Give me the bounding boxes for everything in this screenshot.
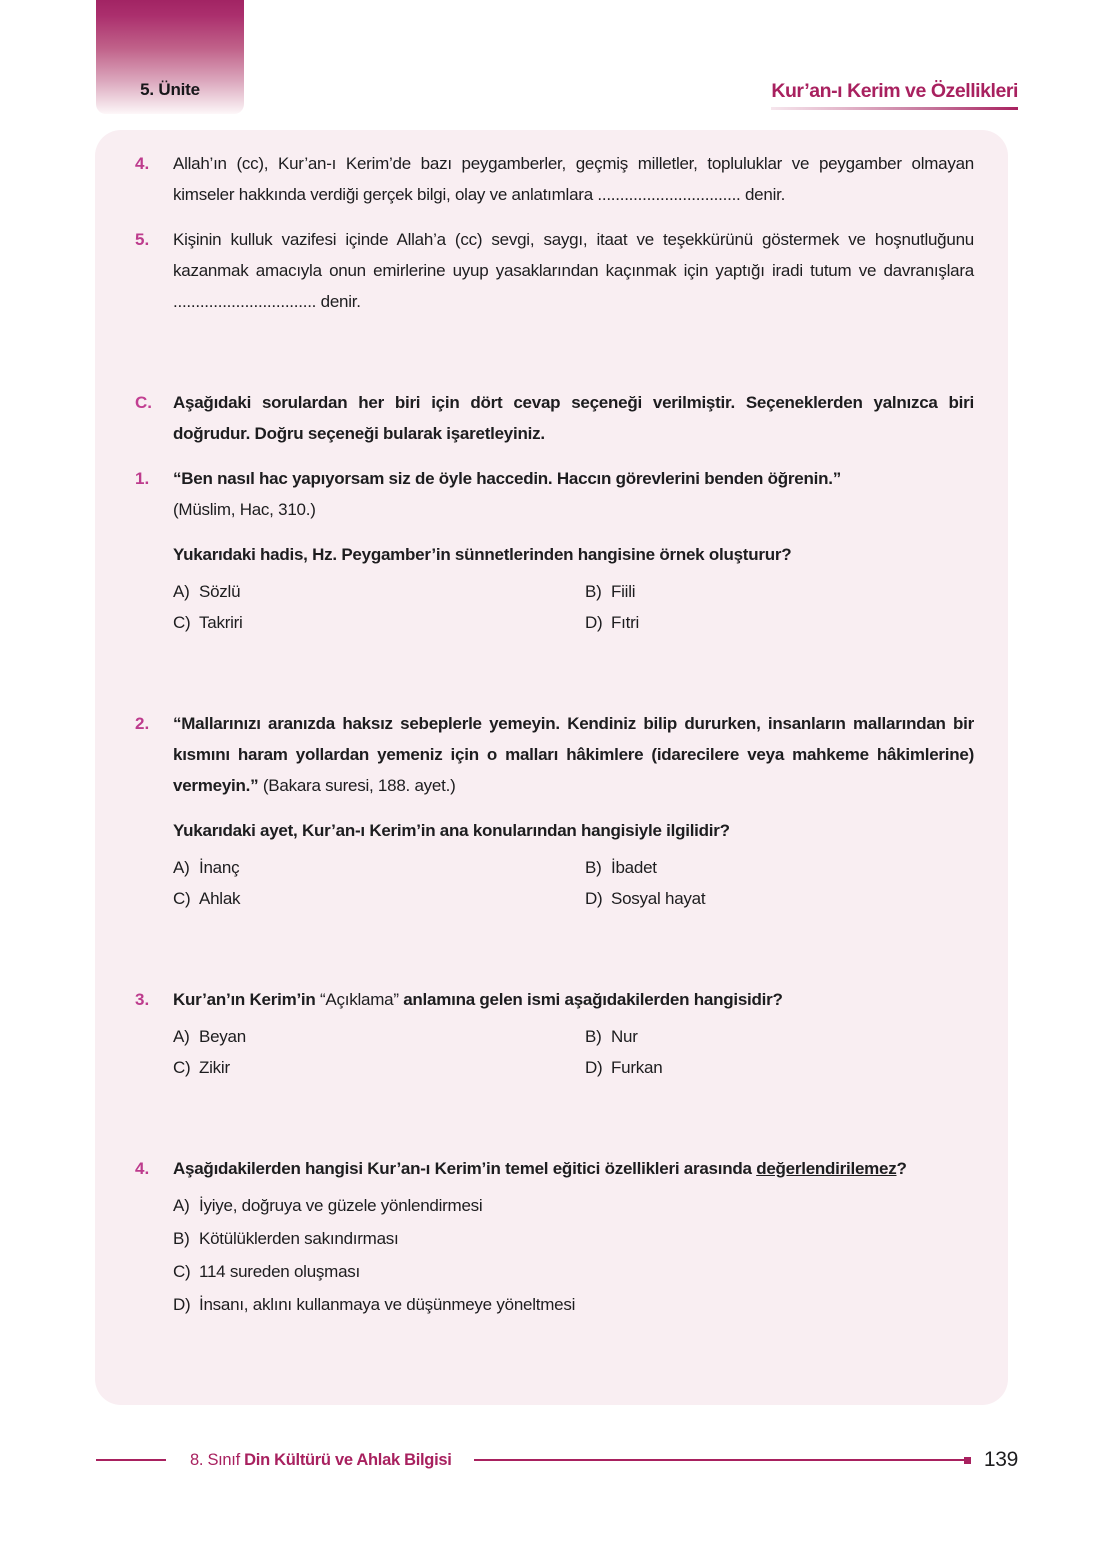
question-quote (173, 708, 974, 801)
option-letter: C) (173, 1058, 191, 1077)
question-source: (Müslim, Hac, 310.) (173, 500, 316, 519)
spacer (129, 638, 974, 694)
footer-grade: 8. Sınıf (190, 1450, 245, 1469)
option-c[interactable] (173, 1256, 974, 1287)
question-prompt (173, 984, 974, 1015)
option-text: İbadet (611, 858, 657, 877)
spacer (129, 970, 974, 984)
option-d[interactable] (173, 1289, 974, 1320)
prompt-part-1: Kur’an’ın Kerim’in (173, 990, 321, 1009)
option-d[interactable] (585, 1052, 974, 1083)
question-quote-text: “Mallarınızı aranızda haksız sebeplerle yemeyin. Kendiniz bilip dururken, insanların mallarından bir kısmını haram yollardan yemeniz için o malları hâkimlere (idarecilere veya mahkeme hâkimlerine) vermeyin.” (173, 714, 974, 795)
option-letter: D) (173, 1295, 191, 1314)
question-4 (129, 1153, 974, 1322)
fill-in-item-5 (129, 224, 974, 317)
footer-rule-left (96, 1459, 166, 1461)
option-letter: B) (585, 582, 602, 601)
section-c-heading (129, 387, 974, 449)
page-header (0, 0, 1106, 122)
spacer (129, 914, 974, 970)
header-title-block (771, 82, 1018, 110)
question-prompt (173, 1153, 974, 1184)
prompt-part-2: anlamına gelen ismi aşağıdakilerden hangisidir? (398, 990, 783, 1009)
option-text: Nur (611, 1027, 638, 1046)
item-text: Kişinin kulluk vazifesi içinde Allah’a (cc) sevgi, saygı, itaat ve teşekkürünü göstermek ve hoşnutluğunu kazanmak amacıyla onun emirlerine uyup yasaklarından kaçınmak için yaptığı iradi tutum ve davranışlara ................................ denir. (173, 230, 974, 311)
page-number: 139 (983, 1448, 1018, 1471)
option-b[interactable] (173, 1223, 974, 1254)
spacer (129, 210, 974, 224)
options-row (173, 607, 974, 638)
footer-subject: Din Kültürü ve Ahlak Bilgisi (244, 1450, 452, 1469)
options-row (173, 576, 974, 607)
option-text: Furkan (611, 1058, 663, 1077)
question-prompt: Yukarıdaki ayet, Kur’an-ı Kerim’in ana konularından hangisiyle ilgilidir? (173, 821, 730, 840)
prompt-part-1: Aşağıdakilerden hangisi Kur’an-ı Kerim’in temel eğitici özellikleri arasında (173, 1159, 757, 1178)
option-letter: A) (173, 1027, 190, 1046)
option-c[interactable] (173, 607, 585, 638)
spacer (129, 373, 974, 387)
prompt-part-2: ? (896, 1159, 907, 1178)
item-text: Allah’ın (cc), Kur’an-ı Kerim’de bazı peygamberler, geçmiş milletler, topluluklar ve peygamber olmayan kimseler hakkında verdiği gerçek bilgi, olay ve anlatımlara ................................ denir. (173, 154, 974, 204)
option-text: Sözlü (199, 582, 241, 601)
option-letter: B) (173, 1229, 190, 1248)
option-letter: A) (173, 858, 190, 877)
option-text: Fıtri (611, 613, 640, 632)
page-footer (0, 1440, 1106, 1480)
option-d[interactable] (585, 607, 974, 638)
option-a[interactable] (173, 1190, 974, 1221)
option-text: Sosyal hayat (611, 889, 706, 908)
option-text: 114 sureden oluşması (199, 1262, 361, 1281)
question-number: 3. (135, 990, 150, 1009)
fill-in-item-4 (129, 148, 974, 210)
option-c[interactable] (173, 1052, 585, 1083)
spacer (129, 694, 974, 708)
page-title: Kur’an-ı Kerim ve Özellikleri (771, 80, 1018, 102)
options-group (173, 576, 974, 638)
question-source: (Bakara suresi, 188. ayet.) (262, 776, 456, 795)
option-text: Beyan (199, 1027, 246, 1046)
question-number: 4. (135, 1159, 150, 1178)
spacer (129, 1139, 974, 1153)
option-text: Takriri (199, 613, 243, 632)
option-letter: A) (173, 582, 190, 601)
question-1 (129, 463, 974, 638)
question-2 (129, 708, 974, 914)
option-a[interactable] (173, 852, 585, 883)
option-text: Fiili (611, 582, 636, 601)
spacer (129, 317, 974, 373)
option-letter: B) (585, 858, 602, 877)
question-prompt: Yukarıdaki hadis, Hz. Peygamber’in sünnetlerinden hangisine örnek oluşturur? (173, 545, 792, 564)
option-letter: D) (585, 1058, 603, 1077)
item-number: 5. (135, 230, 150, 249)
options-group (173, 852, 974, 914)
option-letter: D) (585, 889, 603, 908)
options-row (173, 852, 974, 883)
content-panel (95, 130, 1008, 1405)
option-c[interactable] (173, 883, 585, 914)
option-a[interactable] (173, 1021, 585, 1052)
option-text: Ahlak (199, 889, 241, 908)
option-text: Zikir (199, 1058, 230, 1077)
question-3 (129, 984, 974, 1083)
option-letter: C) (173, 613, 191, 632)
question-number: 2. (135, 714, 150, 733)
spacer (173, 801, 974, 815)
options-group (173, 1021, 974, 1083)
spacer (129, 449, 974, 463)
unit-tab-label: 5. Ünite (140, 80, 200, 99)
option-b[interactable] (585, 1021, 974, 1052)
footer-end-dot (964, 1457, 971, 1464)
option-letter: C) (173, 889, 191, 908)
prompt-underlined-word: değerlendirilemez (756, 1159, 897, 1178)
question-number: 1. (135, 469, 150, 488)
section-marker: C. (135, 393, 152, 412)
option-b[interactable] (585, 852, 974, 883)
option-d[interactable] (585, 883, 974, 914)
spacer (129, 1083, 974, 1139)
option-letter: D) (585, 613, 603, 632)
option-letter: C) (173, 1262, 191, 1281)
option-text: İnsanı, aklını kullanmaya ve düşünmeye yöneltmesi (199, 1295, 576, 1314)
option-letter: B) (585, 1027, 602, 1046)
question-quote: “Ben nasıl hac yapıyorsam siz de öyle haccedin. Haccın görevlerini benden öğrenin.” (173, 469, 841, 488)
section-instruction: Aşağıdaki sorulardan her biri için dört cevap seçeneği verilmiştir. Seçeneklerden yalnızca biri doğrudur. Doğru seçeneği bularak işaretleyiniz. (173, 393, 974, 443)
option-text: İnanç (199, 858, 240, 877)
footer-rule-middle (474, 1459, 964, 1461)
unit-tab (96, 0, 244, 114)
header-underline-rule (771, 107, 1018, 110)
option-text: İyiye, doğruya ve güzele yönlendirmesi (199, 1196, 483, 1215)
option-text: Kötülüklerden sakındırması (199, 1229, 399, 1248)
options-row (173, 1052, 974, 1083)
options-row (173, 883, 974, 914)
options-group (173, 1190, 974, 1320)
option-b[interactable] (585, 576, 974, 607)
footer-book-title (190, 1451, 452, 1470)
spacer (173, 525, 974, 539)
options-row (173, 1021, 974, 1052)
prompt-quoted-word: “Açıklama” (320, 990, 399, 1009)
option-letter: A) (173, 1196, 190, 1215)
option-a[interactable] (173, 576, 585, 607)
item-number: 4. (135, 154, 150, 173)
